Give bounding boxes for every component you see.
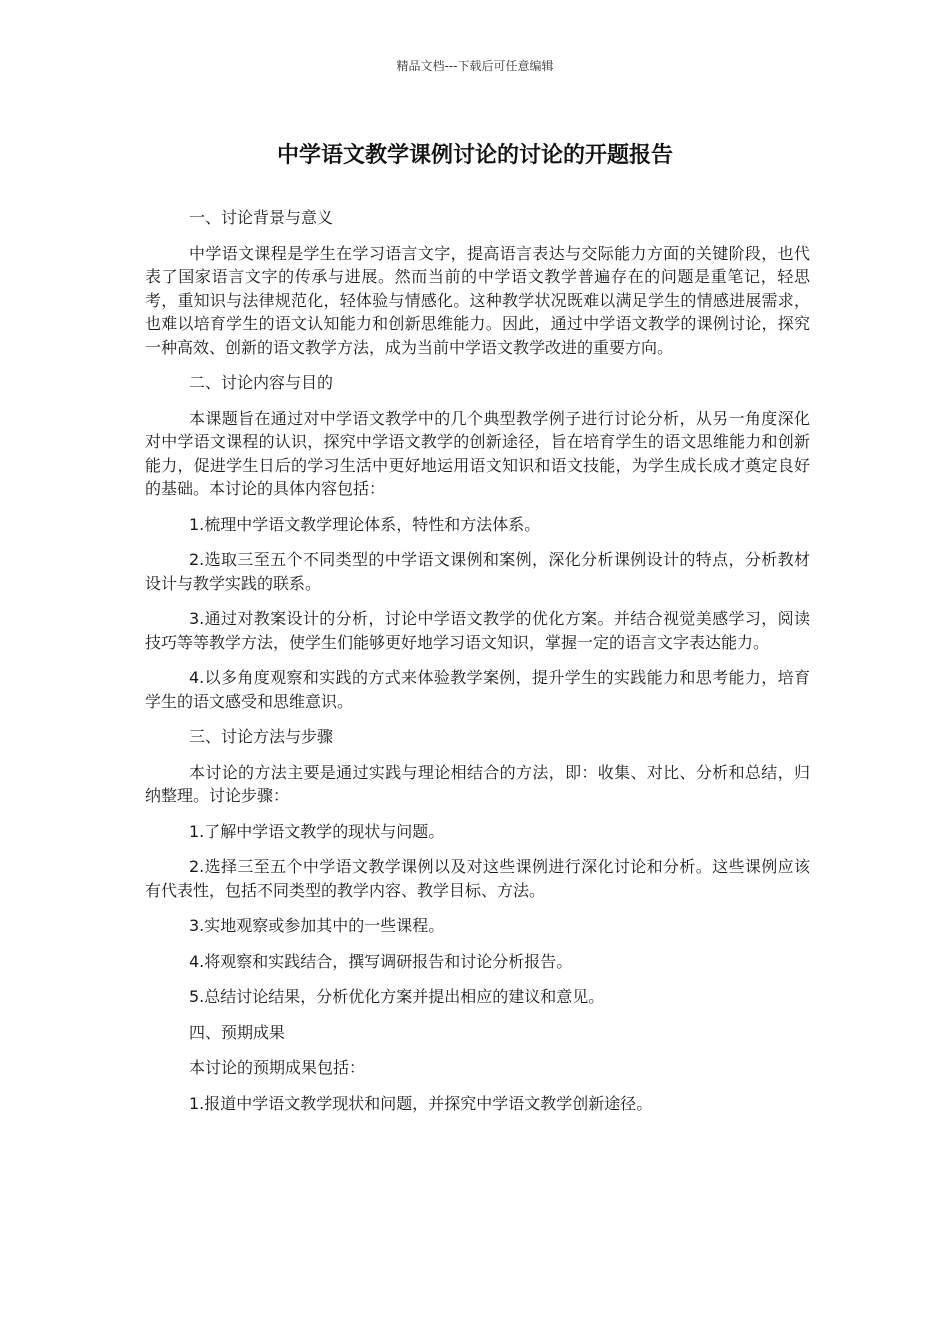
list-item: 4.以多角度观察和实践的方式来体验教学案例，提升学生的实践能力和思考能力，培育学生的语文感受和思维意识。 <box>145 668 810 711</box>
list-item: 1.梳理中学语文教学理论体系，特性和方法体系。 <box>189 514 541 534</box>
list-item: 1.了解中学语文教学的现状与问题。 <box>189 821 445 841</box>
paragraph: 本讨论的方法主要是通过实践与理论相结合的方法，即：收集、对比、分析和总结，归纳整理。讨论步骤： <box>145 762 810 805</box>
paragraph: 本课题旨在通过对中学语文教学中的几个典型教学例子进行讨论分析，从另一角度深化对中学语文课程的认识，探究中学语文教学的创新途径，旨在培育学生的语文思维能力和创新能力，促进学生日后的学习生活中更好地运用语文知识和语文技能，为学生成长成才奠定良好的基础。本讨论的具体内容包括： <box>145 408 810 498</box>
section-heading-3: 三、讨论方法与步骤 <box>189 727 334 746</box>
section-heading-2: 二、讨论内容与目的 <box>189 373 334 392</box>
page-header: 精品文档---下载后可任意编辑 <box>396 59 554 73</box>
list-item: 5.总结讨论结果，分析优化方案并提出相应的建议和意见。 <box>189 987 605 1006</box>
paragraph: 本讨论的预期成果包括： <box>189 1058 366 1077</box>
list-item: 3.通过对教案设计的分析，讨论中学语文教学的优化方案。并结合视觉美感学习，阅读技巧等等教学方法，使学生们能够更好地学习语文知识，掌握一定的语言文字表达能力。 <box>145 609 810 652</box>
list-item: 3.实地观察或参加其中的一些课程。 <box>189 916 445 935</box>
list-item: 2.选择三至五个中学语文教学课例以及对这些课例进行深化讨论和分析。这些课例应该有代表性，包括不同类型的教学内容、教学目标、方法。 <box>145 857 810 900</box>
list-item: 4.将观察和实践结合，撰写调研报告和讨论分析报告。 <box>189 951 573 971</box>
document-title: 中学语文教学课例讨论的讨论的开题报告 <box>276 143 673 168</box>
section-heading-4: 四、预期成果 <box>189 1022 286 1042</box>
section-heading-1: 一、讨论背景与意义 <box>189 208 334 227</box>
list-item: 2.选取三至五个不同类型的中学语文课例和案例，深化分析课例设计的特点，分析教材设计与教学实践的联系。 <box>145 550 810 593</box>
list-item: 1.报道中学语文教学现状和问题，并探究中学语文教学创新途径。 <box>189 1093 653 1113</box>
document-body <box>145 206 810 1127</box>
paragraph: 中学语文课程是学生在学习语言文字，提高语言表达与交际能力方面的关键阶段，也代表了国家语言文字的传承与进展。然而当前的中学语文教学普遍存在的问题是重笔记，轻思考，重知识与法律规范化，轻体验与情感化。这种教学状况既难以满足学生的情感进展需求，也难以培育学生的语文认知能力和创新思维能力。因此，通过中学语文教学的课例讨论，探究一种高效、创新的语文教学方法，成为当前中学语文教学改进的重要方向。 <box>145 243 810 357</box>
